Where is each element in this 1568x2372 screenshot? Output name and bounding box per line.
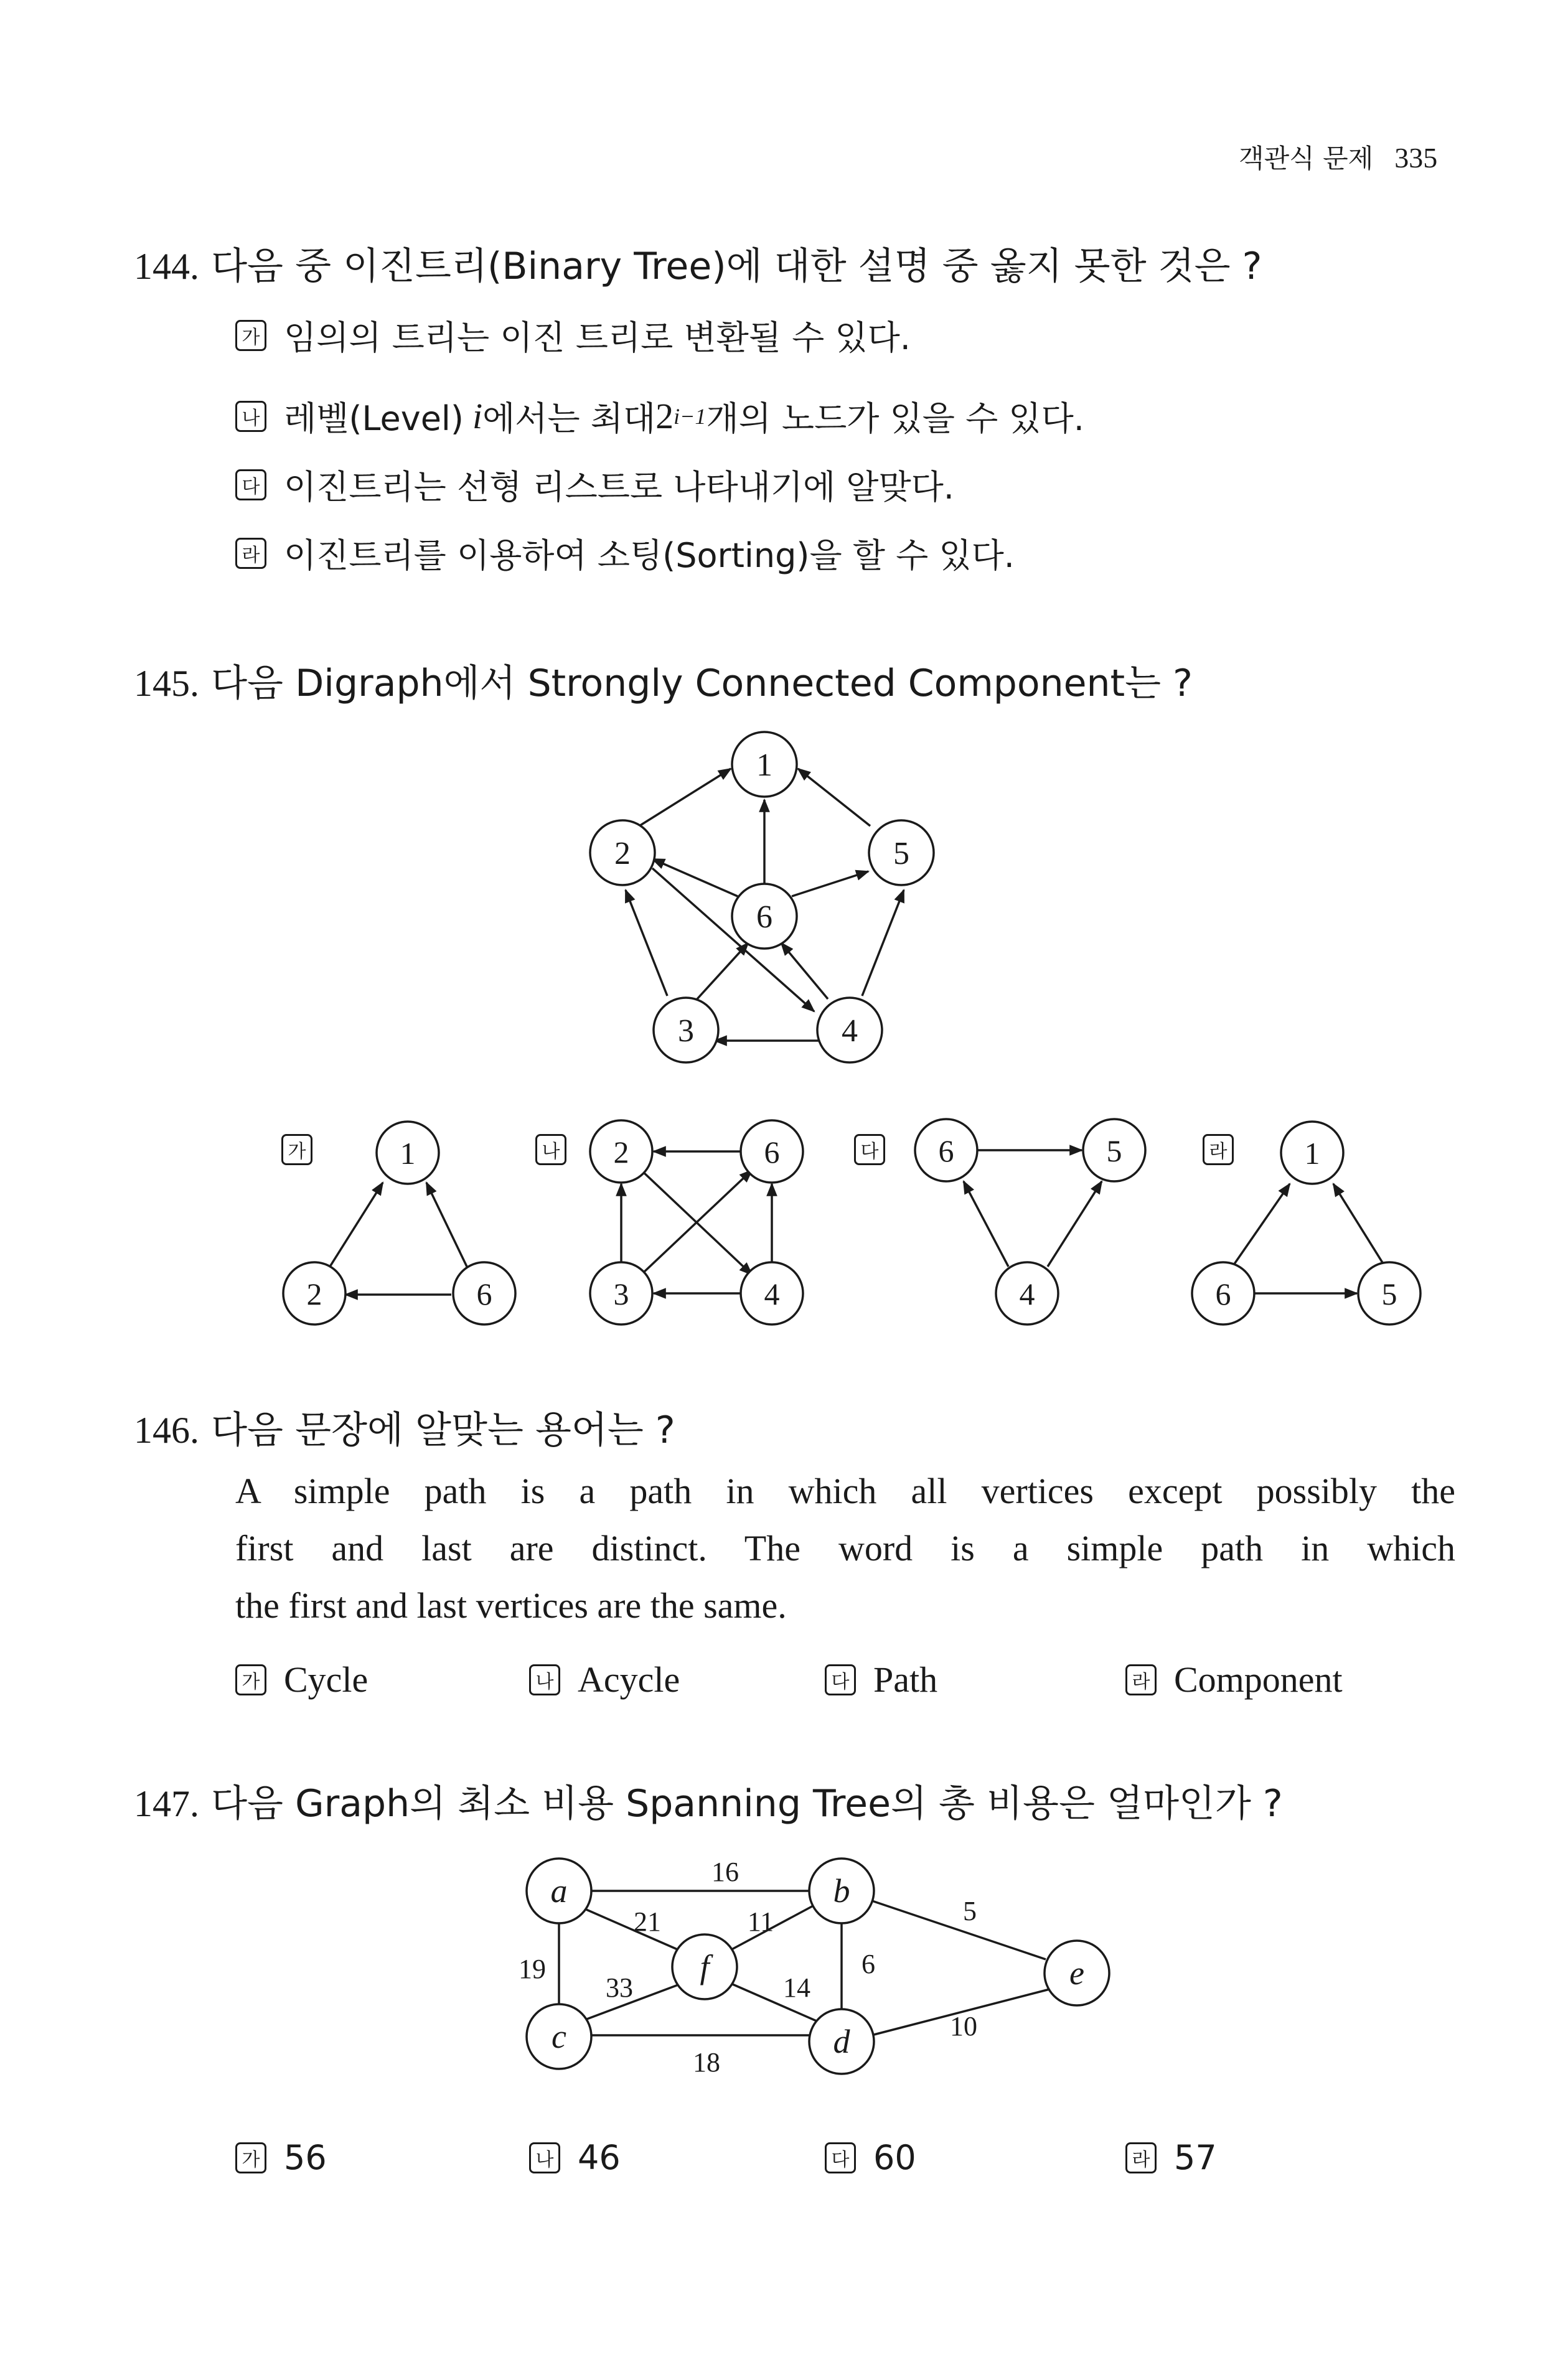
edge-f-d — [728, 1982, 828, 2026]
weight-a-b: 16 — [711, 1857, 739, 1887]
edge-4-6 — [781, 943, 828, 999]
weight-f-d: 14 — [783, 1972, 810, 2003]
node-label: 6 — [938, 1133, 954, 1168]
node-label: c — [552, 2018, 566, 2055]
node-label: 6 — [476, 1277, 492, 1311]
edge-6-2 — [652, 859, 738, 896]
option-text-mid: 에서는 최대 — [482, 399, 656, 438]
option-text-pre: 레벨(Level) — [284, 399, 464, 438]
option-mark: 나 — [529, 1664, 560, 1695]
option-mark: 가 — [235, 2142, 266, 2173]
option-text: Acycle — [578, 1659, 680, 1700]
option-mark: 다 — [854, 1134, 885, 1165]
weight-a-c: 19 — [519, 1954, 546, 1984]
question-number: 147. — [134, 1783, 199, 1824]
option-text: Cycle — [284, 1659, 369, 1700]
option-mark: 다 — [825, 1664, 856, 1695]
node-label: 2 — [614, 836, 631, 871]
question-text: 다음 Graph의 최소 비용 Spanning Tree의 총 비용은 얼마인가 ? — [211, 1782, 1283, 1826]
edge-5-1 — [1333, 1184, 1385, 1267]
option-mark: 다 — [235, 469, 266, 500]
option-sup: i−1 — [674, 403, 707, 429]
option-text: Component — [1174, 1659, 1343, 1700]
node-label: 6 — [756, 899, 772, 935]
question-text: 다음 문장에 알맞는 용어는 ? — [211, 1409, 675, 1452]
edge-4-5 — [862, 890, 904, 996]
page-number: 335 — [1394, 142, 1438, 174]
option-mark: 나 — [529, 2142, 560, 2173]
option-text: 60 — [873, 2138, 916, 2177]
option-text: 56 — [284, 2138, 327, 2177]
edge-6-1 — [1232, 1184, 1290, 1267]
edge-4-5 — [1048, 1181, 1102, 1267]
node-label: 5 — [1106, 1133, 1122, 1168]
edge-3-6 — [697, 943, 748, 999]
node-label: 3 — [678, 1013, 694, 1049]
node-label: 6 — [1215, 1277, 1231, 1311]
edge-2-4 — [652, 868, 814, 1011]
q147-option-a — [235, 2138, 327, 2177]
question-text: 다음 Digraph에서 Strongly Connected Component는 ? — [211, 662, 1193, 705]
q146-option-d — [1125, 1659, 1343, 1700]
option-text: 이진트리를 이용하여 소팅(Sorting)을 할 수 있다. — [284, 536, 1015, 575]
option-mark: 나 — [535, 1134, 566, 1165]
node-label: b — [833, 1872, 850, 1910]
option-base: 2 — [655, 396, 674, 436]
question-147 — [134, 1774, 1283, 1827]
q145-option-a-mark — [281, 1134, 330, 1165]
node-label: 5 — [1381, 1277, 1397, 1311]
q146-paragraph — [235, 1463, 1455, 1634]
edge-5-1 — [798, 769, 870, 826]
option-mark: 라 — [1203, 1134, 1234, 1165]
paragraph-line: the first and last vertices are the same. — [235, 1585, 787, 1626]
edge-c-f — [585, 1982, 685, 2020]
node-label: 4 — [842, 1013, 858, 1049]
paragraph-line: A simple path is a path in which all vertices except possibly the — [235, 1471, 1455, 1511]
option-mark: 라 — [1125, 1664, 1157, 1695]
edge-4-6 — [964, 1181, 1008, 1267]
option-mark: 나 — [235, 401, 266, 432]
edge-2-1 — [639, 769, 731, 826]
section-title: 객관식 문제 — [1239, 143, 1374, 174]
weight-c-f: 33 — [606, 1972, 633, 2003]
node-label: a — [550, 1872, 568, 1910]
weight-b-d: 6 — [861, 1949, 875, 1979]
q147-option-d — [1125, 2138, 1217, 2177]
node-label: 1 — [1304, 1136, 1320, 1171]
node-label: 1 — [756, 748, 772, 783]
edge-6-1 — [426, 1183, 467, 1267]
weight-d-e: 10 — [950, 2011, 977, 2042]
q147-option-b — [529, 2138, 621, 2177]
weight-f-b: 11 — [747, 1906, 774, 1937]
option-text-post: 개의 노드가 있을 수 있다. — [706, 399, 1084, 438]
option-mark: 라 — [1125, 2142, 1157, 2173]
option-text: 57 — [1174, 2138, 1217, 2177]
q146-option-a — [235, 1659, 368, 1700]
node-label: 4 — [764, 1277, 780, 1311]
option-text: 임의의 트리는 이진 트리로 변환될 수 있다. — [284, 318, 911, 357]
option-mark: 가 — [281, 1134, 312, 1165]
q146-option-c — [825, 1659, 937, 1700]
question-number: 144. — [134, 246, 199, 287]
edge-6-5 — [792, 871, 868, 896]
option-text: 46 — [578, 2138, 621, 2177]
option-mark: 가 — [235, 1664, 266, 1695]
q145-option-c-mark — [854, 1134, 903, 1165]
question-number: 146. — [134, 1410, 199, 1451]
option-mark: 가 — [235, 320, 266, 351]
option-mark: 라 — [235, 538, 266, 569]
q147-graph-edges — [559, 1891, 1052, 2035]
option-text: Path — [873, 1659, 938, 1700]
question-text: 다음 중 이진트리(Binary Tree)에 대한 설명 중 옳지 못한 것은 ? — [211, 245, 1262, 288]
question-146 — [134, 1400, 675, 1454]
edge-b-e — [868, 1900, 1046, 1959]
q147-option-c — [825, 2138, 916, 2177]
edge-2-1 — [330, 1183, 383, 1267]
edge-a-f — [582, 1908, 682, 1951]
weight-b-e: 5 — [963, 1896, 977, 1926]
node-label: 1 — [400, 1136, 416, 1171]
q145-option-b-mark — [535, 1134, 584, 1165]
node-label: f — [700, 1948, 710, 1985]
node-label: d — [833, 2023, 850, 2060]
paragraph-line: first and last are distinct. The word is a simple path in which — [235, 1528, 1455, 1568]
option-var: i — [472, 396, 483, 436]
edge-3-2 — [626, 890, 667, 996]
node-label: e — [1069, 1954, 1084, 1992]
weight-c-d: 18 — [693, 2047, 720, 2078]
option-mark: 다 — [825, 2142, 856, 2173]
node-label: 4 — [1019, 1277, 1035, 1311]
option-text: 이진트리는 선형 리스트로 나타내기에 알맞다. — [284, 467, 954, 507]
q145-option-d-mark — [1203, 1134, 1251, 1165]
node-label: 6 — [764, 1135, 780, 1170]
node-label: 3 — [613, 1277, 629, 1311]
q146-option-b — [529, 1659, 680, 1700]
node-label: 2 — [613, 1135, 629, 1170]
weight-a-f: 21 — [634, 1906, 661, 1937]
question-number: 145. — [134, 663, 199, 704]
node-label: 5 — [893, 836, 909, 871]
node-label: 2 — [306, 1277, 322, 1311]
